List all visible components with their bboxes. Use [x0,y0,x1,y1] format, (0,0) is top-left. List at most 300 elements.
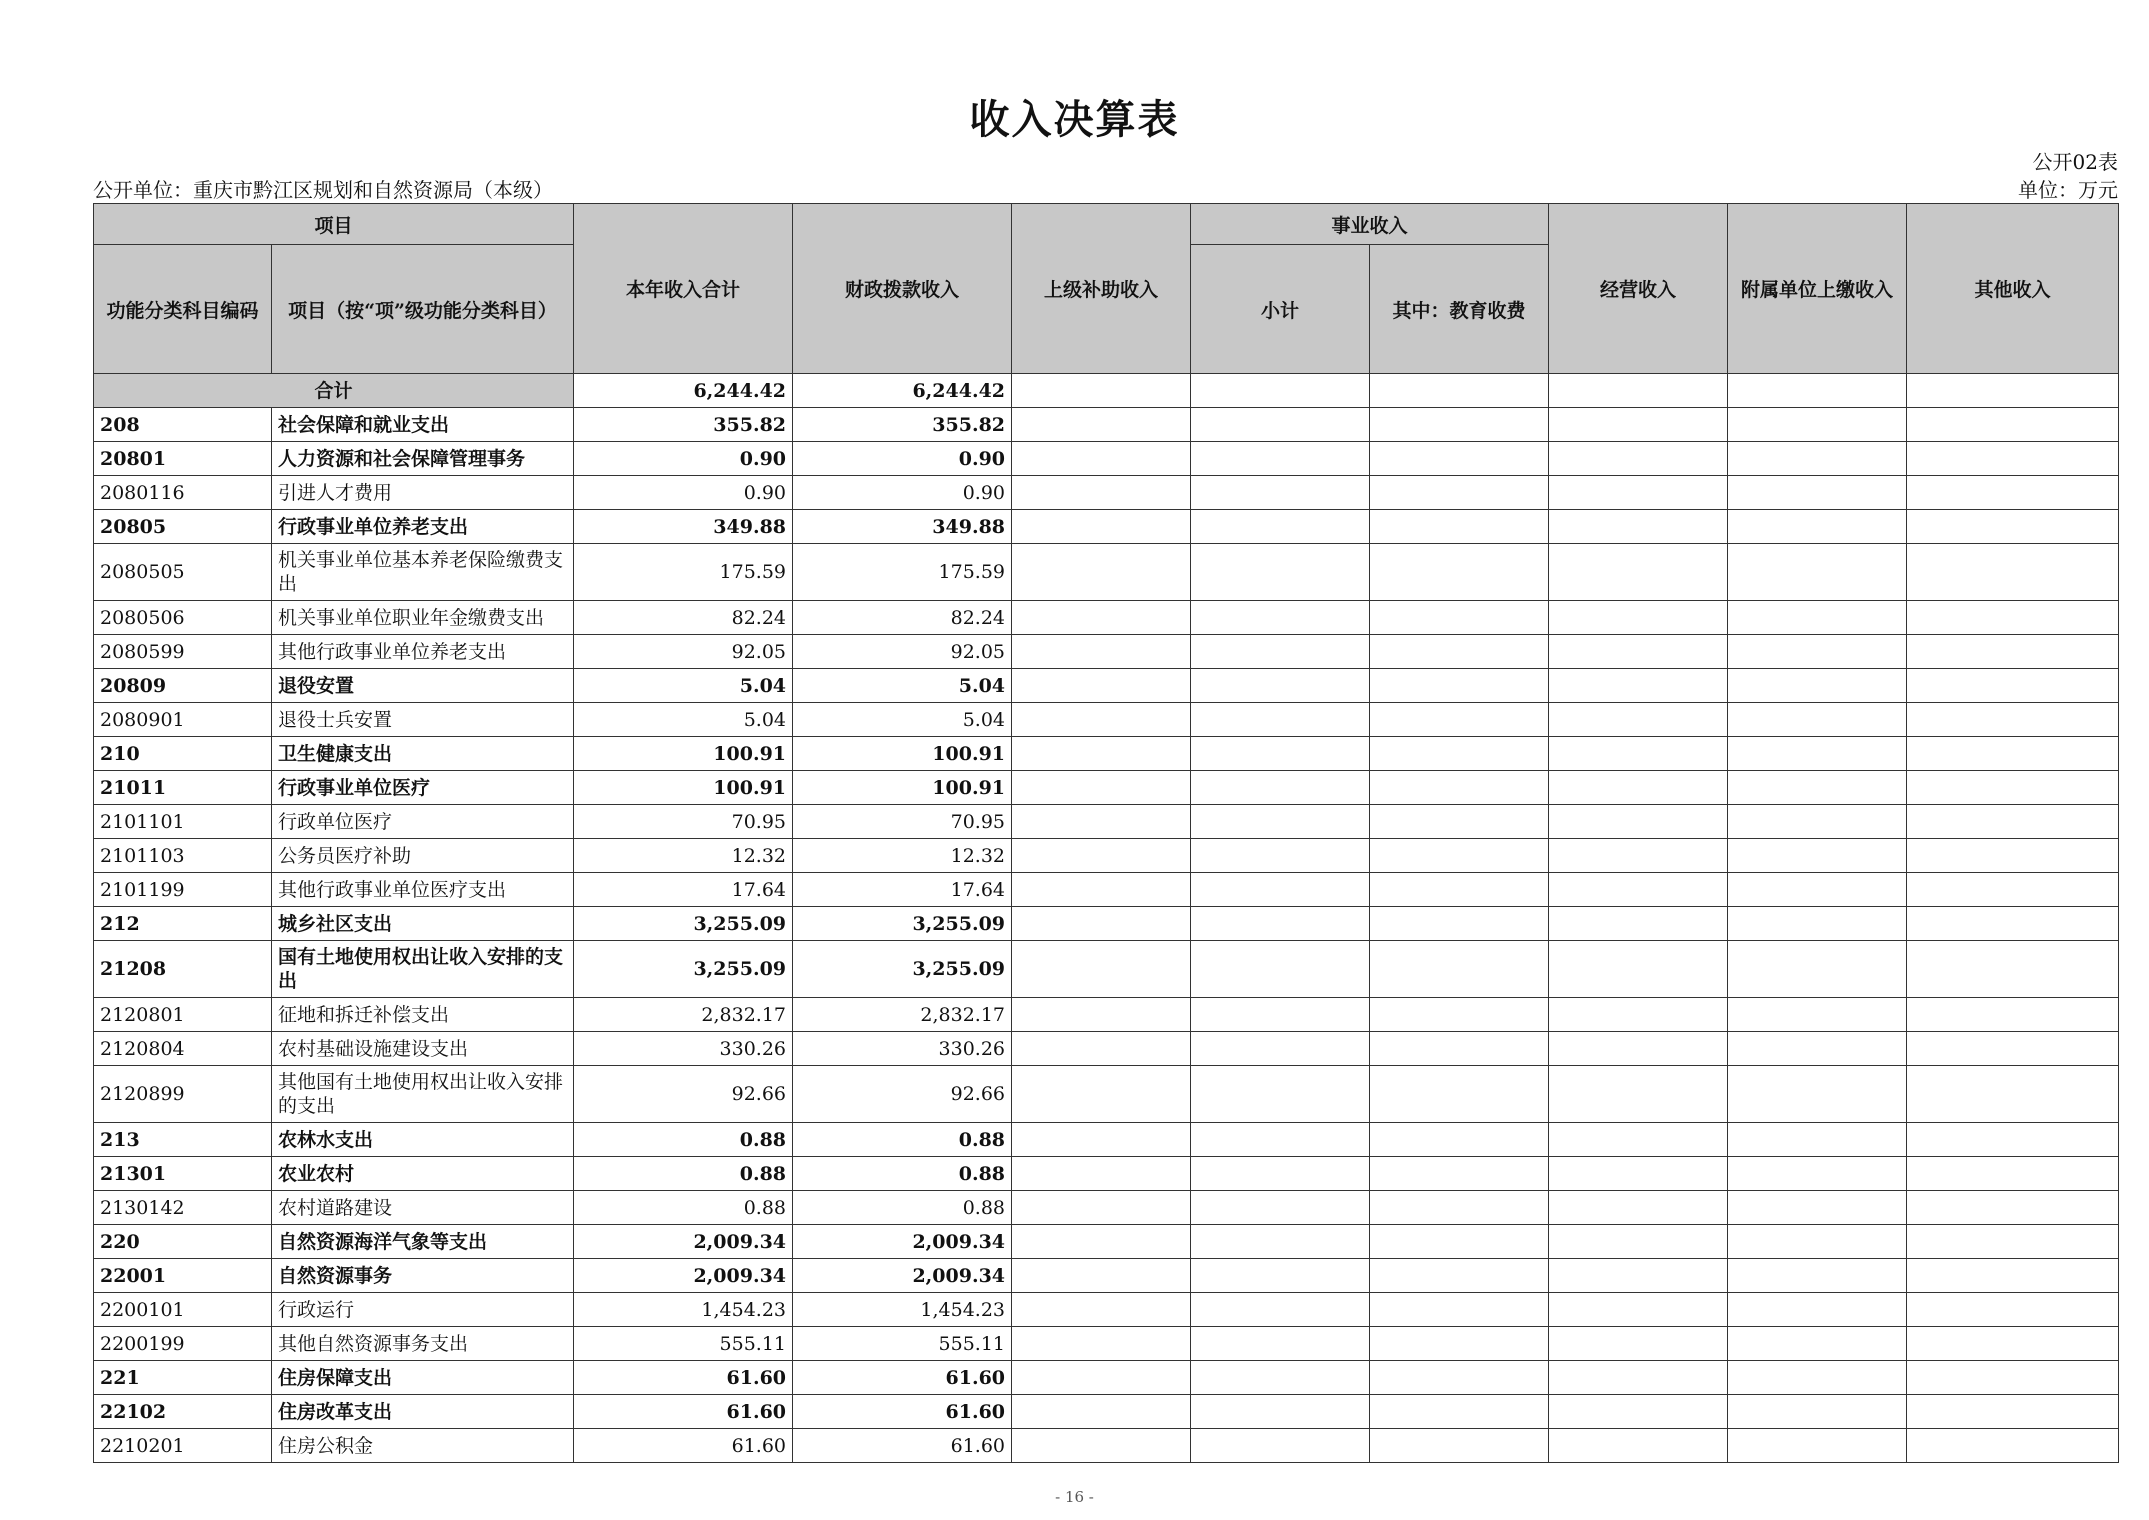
empty-cell [1370,1259,1549,1293]
empty-cell [1728,1123,1907,1157]
empty-cell [1549,476,1728,510]
empty-cell [1012,737,1191,771]
table-row [94,476,2119,510]
row-fiscal: 17.64 [793,873,1012,907]
empty-cell [1191,1361,1370,1395]
empty-cell [1728,1225,1907,1259]
empty-cell [1907,408,2119,442]
row-total-income: 100.91 [574,737,793,771]
row-name: 农村基础设施建设支出 [272,1032,574,1066]
empty-cell [1012,1429,1191,1463]
empty-cell [1549,941,1728,998]
empty-cell [1907,839,2119,873]
total-row [94,374,2119,408]
empty-cell [1012,1123,1191,1157]
row-code: 210 [94,737,272,771]
empty-cell [1549,510,1728,544]
table-row [94,635,2119,669]
empty-cell [1549,408,1728,442]
row-code: 213 [94,1123,272,1157]
table-row [94,839,2119,873]
table-row [94,1032,2119,1066]
empty-cell [1370,805,1549,839]
row-fiscal: 0.88 [793,1123,1012,1157]
empty-cell [1191,476,1370,510]
table-row [94,1293,2119,1327]
empty-cell [1549,839,1728,873]
table-row [94,1225,2119,1259]
header-total-income: 本年收入合计 [574,204,793,374]
empty-cell [1907,805,2119,839]
empty-cell [1191,839,1370,873]
empty-cell [1370,669,1549,703]
empty-cell [1191,1395,1370,1429]
empty-cell [1728,1032,1907,1066]
row-total-income: 2,832.17 [574,998,793,1032]
empty-cell [1728,601,1907,635]
row-total-income: 0.88 [574,1123,793,1157]
row-name: 其他国有土地使用权出让收入安排的支出 [272,1066,574,1123]
row-fiscal: 175.59 [793,544,1012,601]
empty-cell [1549,1191,1728,1225]
row-name: 征地和拆迁补偿支出 [272,998,574,1032]
row-total-income: 3,255.09 [574,907,793,941]
table-row [94,941,2119,998]
row-total-income: 82.24 [574,601,793,635]
row-name: 农村道路建设 [272,1191,574,1225]
empty-cell [1191,1123,1370,1157]
row-name: 住房保障支出 [272,1361,574,1395]
row-fiscal: 349.88 [793,510,1012,544]
row-fiscal: 355.82 [793,408,1012,442]
row-code: 2080505 [94,544,272,601]
empty-cell [1907,1361,2119,1395]
row-total-income: 5.04 [574,669,793,703]
empty-cell [1370,1032,1549,1066]
row-code: 22102 [94,1395,272,1429]
empty-cell [1549,998,1728,1032]
empty-cell [1728,544,1907,601]
empty-cell [1012,805,1191,839]
row-total-income: 0.90 [574,442,793,476]
row-total-income: 3,255.09 [574,941,793,998]
empty-cell [1549,703,1728,737]
row-name: 退役安置 [272,669,574,703]
empty-cell [1012,1395,1191,1429]
empty-cell [1191,998,1370,1032]
row-total-income: 100.91 [574,771,793,805]
empty-cell [1012,601,1191,635]
row-fiscal: 12.32 [793,839,1012,873]
row-total-income: 61.60 [574,1361,793,1395]
empty-cell [1012,1361,1191,1395]
empty-cell [1012,1157,1191,1191]
table-row [94,1157,2119,1191]
empty-cell [1728,998,1907,1032]
header-subtotal: 小计 [1191,245,1370,374]
row-fiscal: 5.04 [793,703,1012,737]
row-code: 212 [94,907,272,941]
row-code: 2080599 [94,635,272,669]
table-row [94,1066,2119,1123]
header-other: 其他收入 [1907,204,2119,374]
empty-cell [1728,873,1907,907]
empty-cell [1370,544,1549,601]
row-total-income: 92.66 [574,1066,793,1123]
row-total-income: 17.64 [574,873,793,907]
row-total-income: 330.26 [574,1032,793,1066]
row-code: 2120899 [94,1066,272,1123]
empty-cell [1549,1293,1728,1327]
header-fiscal: 财政拨款收入 [793,204,1012,374]
empty-cell [1728,1066,1907,1123]
row-code: 2130142 [94,1191,272,1225]
empty-cell [1549,442,1728,476]
empty-cell [1728,941,1907,998]
row-code: 2101103 [94,839,272,873]
row-name: 行政运行 [272,1293,574,1327]
empty-cell [1191,737,1370,771]
row-name: 其他行政事业单位医疗支出 [272,873,574,907]
empty-cell [1370,1123,1549,1157]
empty-cell [1370,839,1549,873]
empty-cell [1370,737,1549,771]
row-total-income: 61.60 [574,1429,793,1463]
row-code: 2080506 [94,601,272,635]
empty-cell [1012,1066,1191,1123]
row-fiscal: 555.11 [793,1327,1012,1361]
row-name: 行政事业单位养老支出 [272,510,574,544]
empty-cell [1549,1327,1728,1361]
empty-cell [1907,510,2119,544]
page-number: - 16 - [1055,1488,1094,1506]
empty-cell [1370,771,1549,805]
row-name: 引进人才费用 [272,476,574,510]
empty-cell [1907,907,2119,941]
row-name: 社会保障和就业支出 [272,408,574,442]
row-fiscal: 82.24 [793,601,1012,635]
empty-cell [1012,873,1191,907]
form-number: 公开02表 [2032,150,2118,174]
row-fiscal: 3,255.09 [793,941,1012,998]
empty-cell [1012,635,1191,669]
empty-cell [1370,1361,1549,1395]
empty-cell [1549,737,1728,771]
empty-cell [1012,1259,1191,1293]
empty-cell [1728,510,1907,544]
row-total-income: 0.88 [574,1191,793,1225]
empty-cell [1728,1429,1907,1463]
empty-cell [1012,408,1191,442]
empty-cell [1370,941,1549,998]
empty-cell [1728,635,1907,669]
row-code: 2200199 [94,1327,272,1361]
empty-cell [1549,1259,1728,1293]
row-code: 22001 [94,1259,272,1293]
row-fiscal: 5.04 [793,669,1012,703]
row-name: 住房公积金 [272,1429,574,1463]
row-total-income: 12.32 [574,839,793,873]
empty-cell [1728,1191,1907,1225]
empty-cell [1191,669,1370,703]
row-name: 卫生健康支出 [272,737,574,771]
empty-cell [1191,1066,1370,1123]
empty-cell [1549,635,1728,669]
empty-cell [1728,839,1907,873]
row-code: 20801 [94,442,272,476]
empty-cell [1907,1191,2119,1225]
currency-unit: 单位：万元 [2018,178,2118,202]
empty-cell [1370,998,1549,1032]
row-fiscal: 61.60 [793,1395,1012,1429]
empty-cell [1370,442,1549,476]
empty-cell [1907,771,2119,805]
empty-cell [1907,1032,2119,1066]
row-total-income: 0.88 [574,1157,793,1191]
empty-cell [1549,1361,1728,1395]
reporting-unit: 公开单位：重庆市黔江区规划和自然资源局（本级） [93,178,553,202]
empty-cell [1370,873,1549,907]
empty-cell [1191,408,1370,442]
row-code: 20809 [94,669,272,703]
empty-cell [1907,1293,2119,1327]
row-fiscal: 70.95 [793,805,1012,839]
row-fiscal: 3,255.09 [793,907,1012,941]
row-name: 退役士兵安置 [272,703,574,737]
empty-cell [1370,476,1549,510]
empty-cell [1191,1327,1370,1361]
row-fiscal: 92.05 [793,635,1012,669]
empty-cell [1907,544,2119,601]
empty-cell [1907,1066,2119,1123]
empty-cell [1370,1429,1549,1463]
empty-cell [1549,1032,1728,1066]
empty-cell [1012,907,1191,941]
empty-cell [1191,601,1370,635]
row-fiscal: 1,454.23 [793,1293,1012,1327]
empty-cell [1191,703,1370,737]
row-name: 行政事业单位医疗 [272,771,574,805]
row-fiscal: 0.90 [793,476,1012,510]
table-row [94,737,2119,771]
empty-cell [1728,737,1907,771]
empty-cell [1907,873,2119,907]
row-name: 自然资源海洋气象等支出 [272,1225,574,1259]
row-fiscal: 0.88 [793,1191,1012,1225]
empty-cell [1907,442,2119,476]
empty-cell [1549,873,1728,907]
empty-cell [1549,1395,1728,1429]
empty-cell [1728,442,1907,476]
row-fiscal: 330.26 [793,1032,1012,1066]
row-fiscal: 100.91 [793,737,1012,771]
row-total-income: 70.95 [574,805,793,839]
empty-cell [1012,941,1191,998]
row-name: 国有土地使用权出让收入安排的支出 [272,941,574,998]
empty-cell [1549,1429,1728,1463]
empty-cell [1012,1225,1191,1259]
row-name: 自然资源事务 [272,1259,574,1293]
empty-cell [1012,669,1191,703]
row-code: 221 [94,1361,272,1395]
empty-cell [1191,544,1370,601]
row-total-income: 2,009.34 [574,1259,793,1293]
row-total-income: 355.82 [574,408,793,442]
empty-cell [1012,1327,1191,1361]
row-code: 2120804 [94,1032,272,1066]
empty-cell [1728,408,1907,442]
empty-cell [1191,941,1370,998]
empty-cell [1012,839,1191,873]
empty-cell [1728,476,1907,510]
empty-cell [1549,1157,1728,1191]
empty-cell [1728,703,1907,737]
empty-cell [1191,1225,1370,1259]
empty-cell [1907,1259,2119,1293]
table-row [94,771,2119,805]
table-row [94,1361,2119,1395]
header-project: 项目 [94,204,574,245]
empty-cell [1012,1293,1191,1327]
empty-cell [1728,1395,1907,1429]
row-fiscal: 2,009.34 [793,1225,1012,1259]
row-total-income: 0.90 [574,476,793,510]
row-code: 21208 [94,941,272,998]
table-row [94,907,2119,941]
row-fiscal: 100.91 [793,771,1012,805]
row-name: 其他行政事业单位养老支出 [272,635,574,669]
table-row [94,510,2119,544]
income-table [93,203,2119,1463]
row-code: 2200101 [94,1293,272,1327]
row-total-income: 349.88 [574,510,793,544]
empty-cell [1191,1259,1370,1293]
empty-cell [1728,1157,1907,1191]
empty-cell [1191,1157,1370,1191]
row-total-income: 5.04 [574,703,793,737]
row-code: 2101199 [94,873,272,907]
empty-cell [1907,669,2119,703]
empty-cell [1549,1225,1728,1259]
empty-cell [1191,873,1370,907]
empty-cell [1012,703,1191,737]
row-name: 机关事业单位基本养老保险缴费支出 [272,544,574,601]
table-row [94,1123,2119,1157]
empty-cell [1191,635,1370,669]
row-fiscal: 92.66 [793,1066,1012,1123]
empty-cell [1728,1327,1907,1361]
table-row [94,805,2119,839]
table-row [94,1259,2119,1293]
empty-cell [1907,998,2119,1032]
empty-cell [1728,669,1907,703]
empty-cell [1191,510,1370,544]
row-total-income: 175.59 [574,544,793,601]
header-code: 功能分类科目编码 [94,245,272,374]
empty-cell [1012,442,1191,476]
empty-cell [1728,907,1907,941]
total-income-value: 6,244.42 [574,374,793,408]
row-fiscal: 0.88 [793,1157,1012,1191]
total-fiscal-value: 6,244.42 [793,374,1012,408]
empty-cell [1370,1066,1549,1123]
empty-cell [1907,635,2119,669]
row-code: 208 [94,408,272,442]
row-code: 2210201 [94,1429,272,1463]
empty-cell [1907,1327,2119,1361]
row-code: 21011 [94,771,272,805]
empty-cell [1907,1225,2119,1259]
empty-cell [1907,737,2119,771]
empty-cell [1549,601,1728,635]
empty-cell [1728,1259,1907,1293]
empty-cell [1549,907,1728,941]
row-total-income: 1,454.23 [574,1293,793,1327]
empty-cell [1012,1191,1191,1225]
table-row [94,669,2119,703]
empty-cell [1370,510,1549,544]
empty-cell [1191,771,1370,805]
row-name: 住房改革支出 [272,1395,574,1429]
row-name: 城乡社区支出 [272,907,574,941]
empty-cell [1728,771,1907,805]
empty-cell [1012,771,1191,805]
header-business-income: 事业收入 [1191,204,1549,245]
row-code: 20805 [94,510,272,544]
empty-cell [1191,442,1370,476]
header-name: 项目（按“项”级功能分类科目） [272,245,574,374]
empty-cell [1370,601,1549,635]
empty-cell [1549,805,1728,839]
empty-cell [1907,941,2119,998]
empty-cell [1549,669,1728,703]
table-row [94,1191,2119,1225]
empty-cell [1191,907,1370,941]
empty-cell [1907,1429,2119,1463]
row-fiscal: 2,009.34 [793,1259,1012,1293]
empty-cell [1907,1123,2119,1157]
empty-cell [1907,1395,2119,1429]
empty-cell [1907,476,2119,510]
empty-cell [1370,1225,1549,1259]
row-name: 人力资源和社会保障管理事务 [272,442,574,476]
empty-cell [1728,1361,1907,1395]
table-row [94,703,2119,737]
row-code: 21301 [94,1157,272,1191]
table-row [94,408,2119,442]
header-superior-subsidy: 上级补助收入 [1012,204,1191,374]
empty-cell [1012,998,1191,1032]
empty-cell [1191,1191,1370,1225]
table-row [94,1429,2119,1463]
empty-cell [1549,771,1728,805]
empty-cell [1191,1032,1370,1066]
empty-cell [1370,1395,1549,1429]
row-name: 机关事业单位职业年金缴费支出 [272,601,574,635]
row-name: 农林水支出 [272,1123,574,1157]
row-code: 2120801 [94,998,272,1032]
table-row [94,544,2119,601]
empty-cell [1012,544,1191,601]
header-affiliated: 附属单位上缴收入 [1728,204,1907,374]
row-code: 2080116 [94,476,272,510]
table-row [94,998,2119,1032]
empty-cell [1370,635,1549,669]
empty-cell [1728,805,1907,839]
row-fiscal: 2,832.17 [793,998,1012,1032]
row-total-income: 2,009.34 [574,1225,793,1259]
row-code: 2101101 [94,805,272,839]
